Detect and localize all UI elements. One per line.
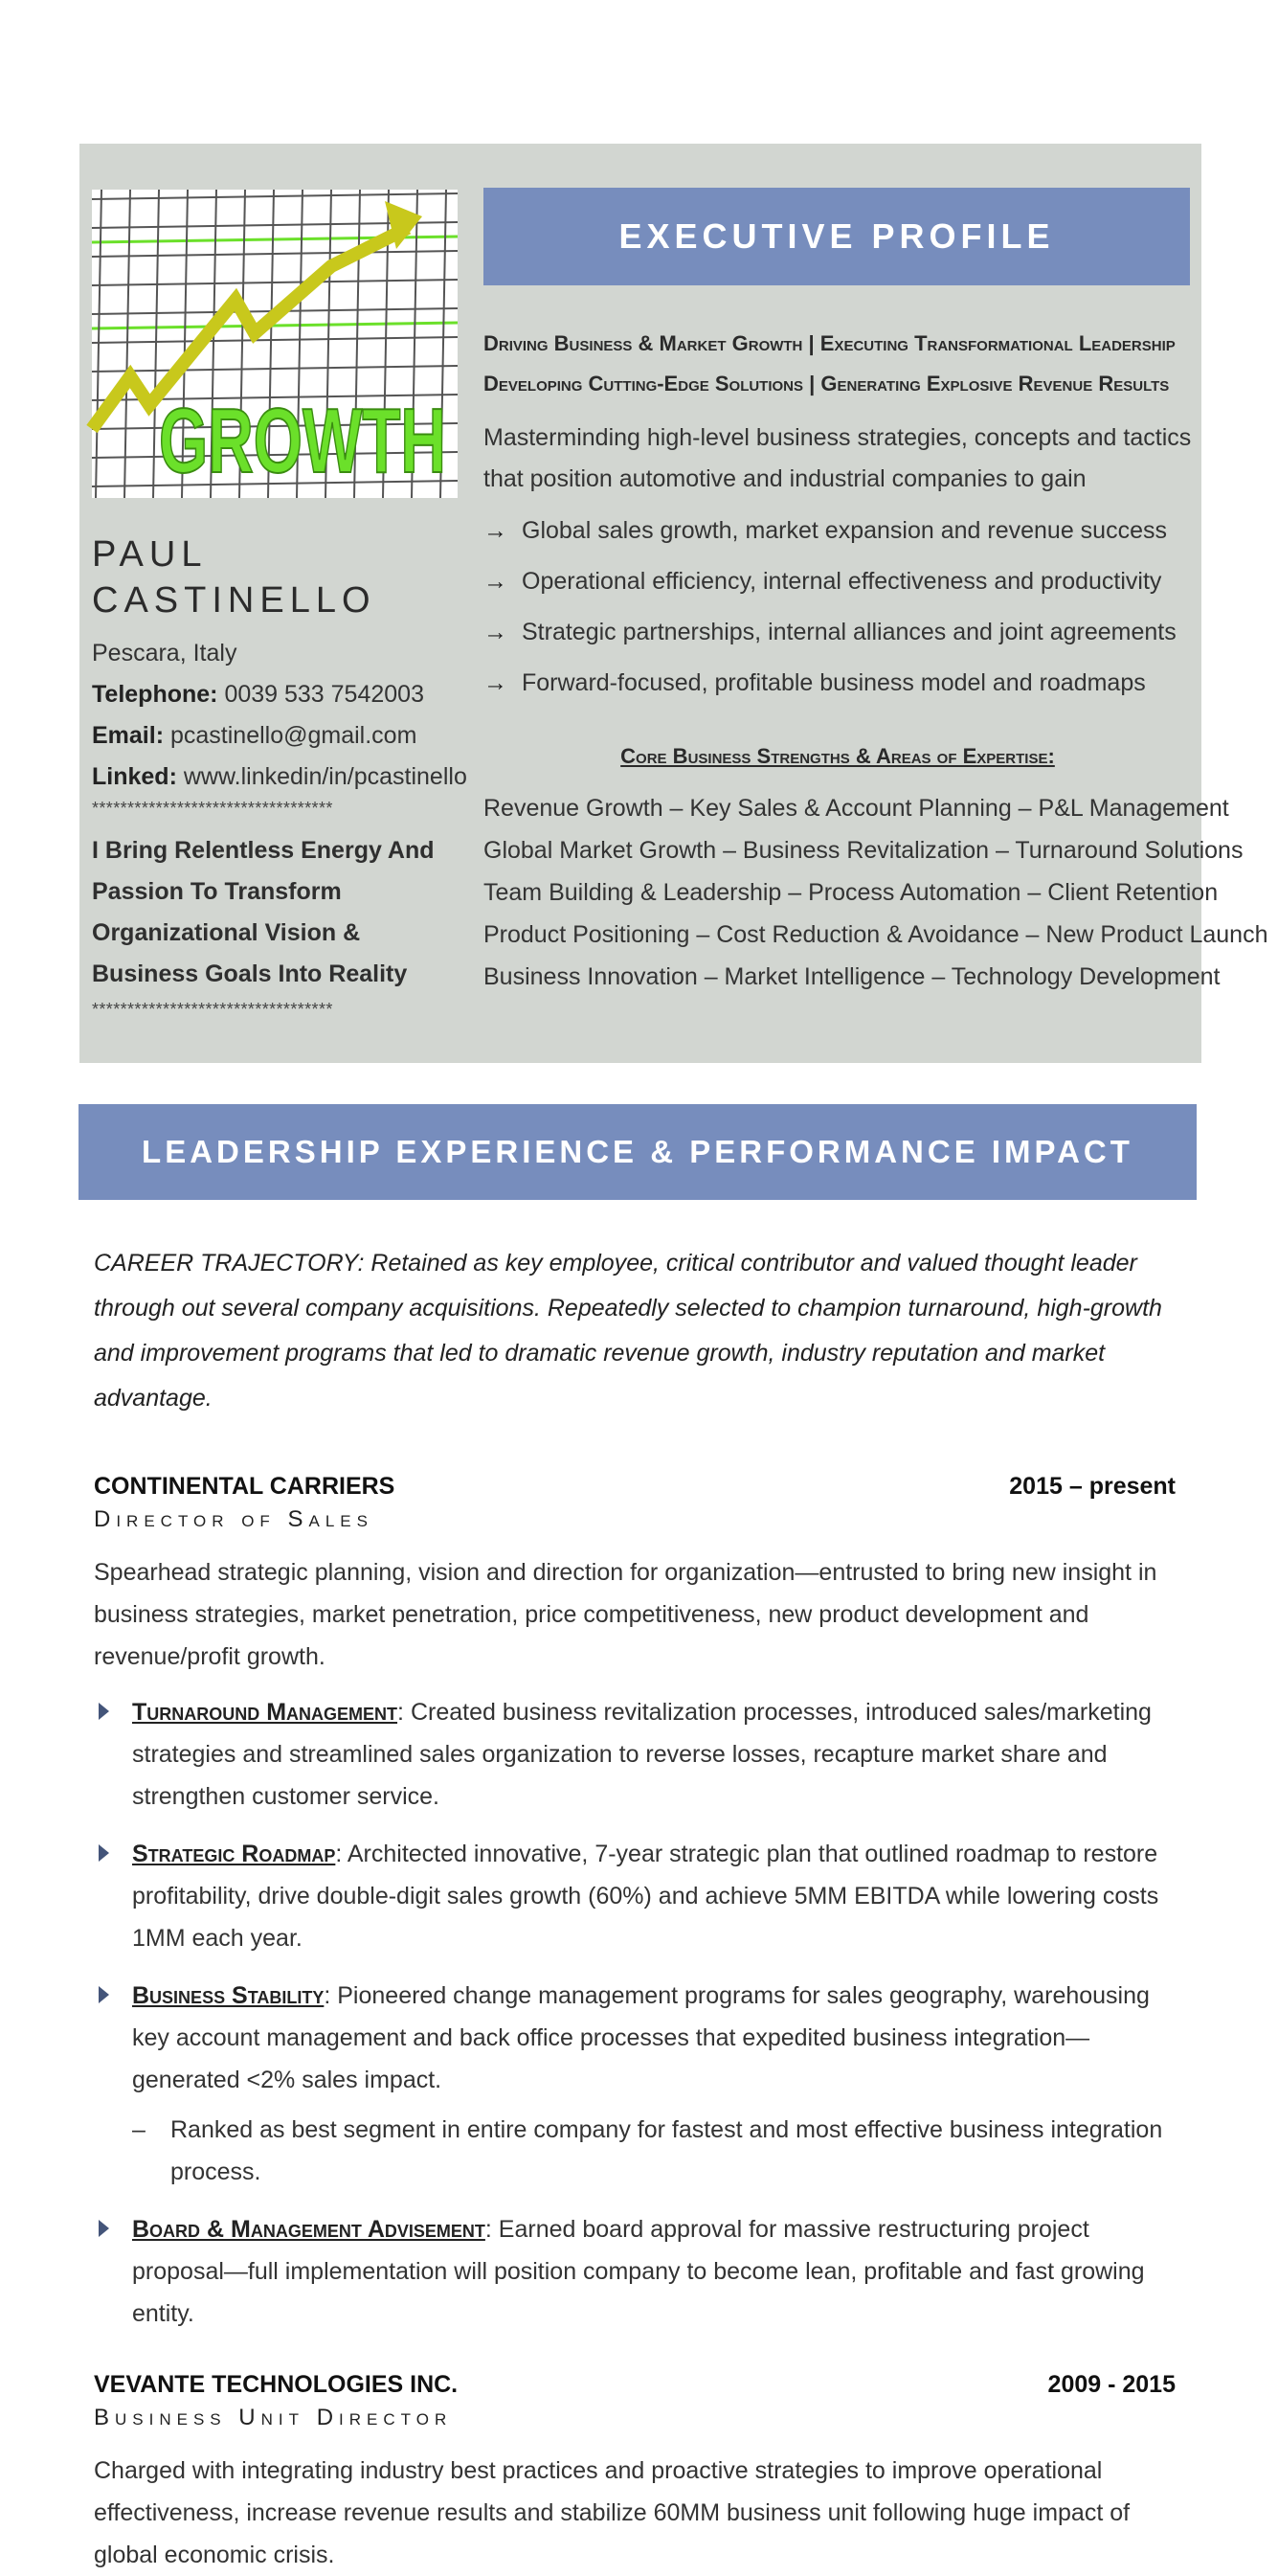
executive-profile-content <box>483 324 1268 998</box>
core-strengths <box>483 787 1268 998</box>
arrow-icon: → <box>483 619 507 645</box>
telephone-label: Telephone: <box>92 681 218 708</box>
email-value[interactable]: pcastinello@gmail.com <box>169 722 417 749</box>
career-trajectory: CAREER TRAJECTORY: Retained as key employee, critical contributor and valued thought leader through out several company acquisitions. Repeatedly selected to champion turnaround, high-growth and improvement programs that led to dramatic revenue growth, industry reputation and market advantage. <box>94 1250 1162 1412</box>
strength-line: Revenue Growth – Key Sales & Account Planning – P&L Management <box>483 795 1229 822</box>
company-name: CONTINENTAL CARRIERS <box>94 1473 395 1500</box>
linkedin-line <box>92 757 467 798</box>
achievement-text: : Created business revitalization processes, introduced sales/marketing strategies and streamlined sales organization to reverse losses, recapture market share and strengthen customer service. <box>132 1699 1152 1810</box>
achievement-text: : Earned board approval for massive restructuring project proposal—full implementation will position company to become lean, profitable and fast growing entity. <box>132 2216 1145 2327</box>
list-item <box>483 607 1192 658</box>
triangle-bullet-icon <box>99 1703 109 1720</box>
achievement-text: : Pioneered change management programs for sales geography, warehousing key account management and back office processes that expedited business integration—generated <2% sales impact. <box>132 1982 1150 2093</box>
star-divider-top: ********************************** <box>92 799 333 818</box>
job-header <box>94 2367 1176 2402</box>
list-item <box>483 556 1192 607</box>
company-name: VEVANTE TECHNOLOGIES INC. <box>94 2371 459 2398</box>
job-title: Business Unit Director <box>94 2405 453 2430</box>
linkedin-label: Linked: <box>92 763 177 790</box>
arrow-icon: → <box>483 669 507 696</box>
candidate-name: PAUL CASTINELLO <box>92 534 376 621</box>
job-dates: 2015 – present <box>1009 1473 1176 1500</box>
contact-column <box>92 531 467 1020</box>
core-strengths-title: Core Business Strengths & Areas of Expertise: <box>620 744 1055 768</box>
job-title: Director of Sales <box>94 1506 373 1532</box>
growth-chart-image <box>92 190 458 498</box>
triangle-bullet-icon <box>99 1844 109 1862</box>
telephone-line <box>92 674 467 715</box>
personal-motto: I Bring Relentless Energy And Passion To Transform Organizational Vision & Business Goals Into Reality <box>92 837 435 987</box>
job-dates: 2009 - 2015 <box>1047 2371 1176 2398</box>
point-text: Operational efficiency, internal effectiveness and productivity <box>522 568 1162 595</box>
triangle-bullet-icon <box>99 1986 109 2003</box>
achievement-label: Turnaround Management <box>132 1699 398 1726</box>
profile-intro: Masterminding high-level business strategies, concepts and tactics that position automotive and industrial companies to gain <box>483 424 1192 492</box>
strength-line: Product Positioning – Cost Reduction & Avoidance – New Product Launch <box>483 921 1268 948</box>
linkedin-value[interactable]: www.linkedin/in/pcastinello <box>183 763 467 790</box>
sub-achievement <box>94 2109 1176 2193</box>
list-item <box>94 1975 1176 2101</box>
job-summary: Charged with integrating industry best practices and proactive strategies to improve operational effectiveness, increase revenue results and stabilize 60MM business unit following huge impact of global economic crisis. <box>94 2457 1131 2568</box>
achievement-label: Board & Management Advisement <box>132 2216 485 2243</box>
list-item <box>94 2208 1176 2335</box>
list-item <box>483 658 1192 709</box>
list-item <box>94 1833 1176 1959</box>
email-line <box>92 715 467 757</box>
sub-achievement-text: Ranked as best segment in entire company for fastest and most effective business integration process. <box>170 2116 1163 2185</box>
growth-label: GROWTH <box>159 390 446 492</box>
point-text: Strategic partnerships, internal alliances and joint agreements <box>522 619 1177 645</box>
list-item <box>483 506 1192 556</box>
experience-section <box>94 1241 1176 2576</box>
strength-line: Business Innovation – Market Intelligence – Technology Development <box>483 963 1221 990</box>
achievement-label: Business Stability <box>132 1982 325 2009</box>
achievement-list-continued <box>94 2208 1176 2335</box>
dash-bullet: – <box>132 2116 146 2143</box>
point-text: Forward-focused, profitable business model and roadmaps <box>522 669 1146 696</box>
job-header <box>94 1469 1176 1503</box>
email-label: Email: <box>92 722 165 749</box>
job-summary: Spearhead strategic planning, vision and direction for organization—entrusted to bring new insight in business strategies, market penetration, price competitiveness, new product development and revenue/profit growth. <box>94 1559 1157 1670</box>
strength-line: Team Building & Leadership – Process Automation – Client Retention <box>483 879 1219 906</box>
tagline-line-2: Developing Cutting-Edge Solutions | Generating Explosive Revenue Results <box>483 372 1170 395</box>
triangle-bullet-icon <box>99 2220 109 2237</box>
telephone-value[interactable]: 0039 533 7542003 <box>224 681 424 708</box>
star-divider-bottom: ********************************** <box>92 1000 333 1019</box>
tagline-line-1: Driving Business & Market Growth | Executing Transformational Leadership <box>483 331 1176 355</box>
leadership-experience-banner: LEADERSHIP EXPERIENCE & PERFORMANCE IMPACT <box>78 1104 1197 1200</box>
list-item <box>94 1691 1176 1818</box>
achievement-list <box>94 1691 1176 2101</box>
point-text: Global sales growth, market expansion and revenue success <box>522 517 1167 544</box>
location: Pescara, Italy <box>92 640 237 667</box>
executive-profile-banner: EXECUTIVE PROFILE <box>483 188 1190 285</box>
arrow-icon: → <box>483 517 507 544</box>
strength-line: Global Market Growth – Business Revitalization – Turnaround Solutions <box>483 837 1244 864</box>
profile-points <box>483 506 1192 709</box>
arrow-icon: → <box>483 568 507 595</box>
achievement-label: Strategic Roadmap <box>132 1841 336 1867</box>
achievement-text: : Architected innovative, 7-year strategic plan that outlined roadmap to restore profitability, drive double-digit sales growth (60%) and achieve 5MM EBITDA while lowering costs 1MM each year. <box>132 1841 1159 1952</box>
